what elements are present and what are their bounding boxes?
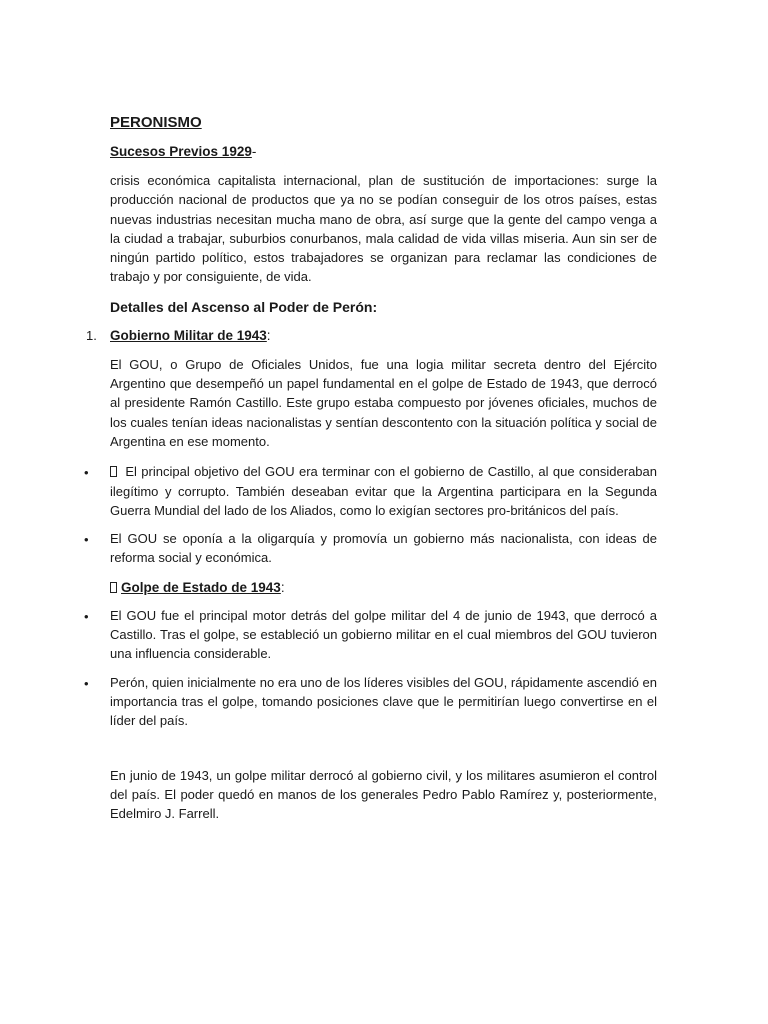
list-item: [84, 462, 657, 520]
bullet-text-peron: Perón, quien inicialmente no era uno de los líderes visibles del GOU, rápidamente ascendió en importancia tras el golpe, tomando posiciones clave que le permitirían luego convertirse en el líder del país.: [110, 674, 657, 729]
bullet-icon: •: [84, 532, 89, 548]
bullet-text-objetivo: [110, 462, 657, 520]
list-item: [84, 673, 657, 731]
bullet-text-oligarquia: El GOU se oponía a la oligarquía y promovía un gobierno más nacionalista, con ideas de reforma social y económica.: [110, 531, 657, 566]
blank-line: [110, 740, 657, 766]
bullet-icon: •: [84, 608, 89, 624]
numbered-item-1: [86, 326, 657, 345]
section-heading-sucesos-text: Sucesos Previos 1929: [110, 144, 252, 159]
paragraph-gou: El GOU, o Grupo de Oficiales Unidos, fue una logia militar secreta dentro del Ejército Argentino que desempeñó un papel fundamental en el golpe de Estado de 1943, que derrocó al presidente Ramón Castillo. Este grupo estaba compuesto por jóvenes oficiales, muchos de los cuales tenían ideas nacionalistas y sentían descontento con la situación política y social de Argentina en ese momento.: [110, 356, 657, 449]
item-heading-gobierno-militar-text: Gobierno Militar de 1943: [110, 327, 267, 343]
paragraph-closing: En junio de 1943, un golpe militar derrocó al gobierno civil, y los militares asumieron el control del país. El poder quedó en manos de los generales Pedro Pablo Ramírez y, posteriormente, Edelmiro J. Farrell.: [110, 767, 657, 822]
item-heading-gobierno-militar-suffix: :: [266, 327, 271, 343]
list-item: [84, 529, 657, 568]
list-number: 1.: [86, 327, 97, 343]
bullet-icon: •: [84, 675, 89, 691]
bullet-icon: •: [84, 465, 89, 481]
paragraph-sucesos: crisis económica capitalista internacional, plan de sustitución de importaciones: surge la producción nacional de productos que ya no se podían conseguir de los otros países, estas nuevas industrias necesitan mucha mano de obra, así surge que la gente del campo venga a la ciudad a trabajar, suburbios conurbanos, mala calidad de vida villas miseria. Aun sin ser de ningún partido político, estos trabajadores se organizan para reclamar las condiciones de trabajo y por consiguiente, de vida.: [110, 173, 657, 285]
item-heading-gobierno-militar: [110, 326, 657, 345]
missing-glyph-icon: [110, 582, 117, 593]
section-heading-golpe-label: Golpe de Estado de 1943: [121, 579, 281, 595]
section-heading-golpe: [110, 578, 657, 597]
list-item: [84, 606, 657, 664]
bullet-text-objetivo-content: El principal objetivo del GOU era terminar con el gobierno de Castillo, al que consideraban ilegítimo y corrupto. También deseaban evitar que la Argentina participara en la Segunda Guerra Mundial del lado de los Aliados, como lo exigían sectores pro-británicos del país.: [110, 464, 657, 518]
section-heading-golpe-text: [110, 580, 281, 595]
section-heading-sucesos-suffix: -: [251, 144, 257, 159]
section-heading-golpe-suffix: :: [280, 579, 285, 595]
section-heading-ascenso: Detalles del Ascenso al Poder de Perón:: [110, 298, 378, 315]
missing-glyph-icon: [110, 466, 117, 477]
section-heading-sucesos: [110, 142, 657, 161]
document-title: PERONISMO: [110, 114, 202, 131]
document-body: [84, 113, 657, 834]
bullet-text-motor: El GOU fue el principal motor detrás del golpe militar del 4 de junio de 1943, que derrocó a Castillo. Tras el golpe, se estableció un gobierno militar en el cual miembros del GOU tuvieron una influencia considerable.: [110, 607, 657, 662]
